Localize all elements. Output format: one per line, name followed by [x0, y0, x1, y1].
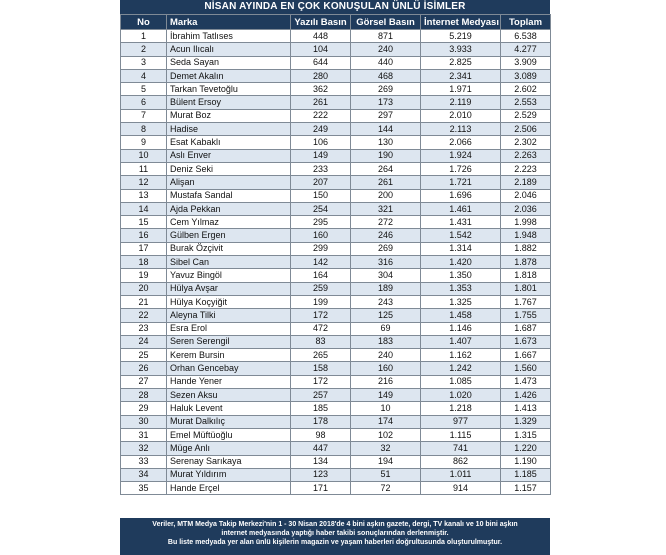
table-row [121, 69, 551, 82]
cell-no: 31 [121, 428, 167, 441]
cell-no: 16 [121, 229, 167, 242]
cell-yazili-basin: 299 [291, 242, 351, 255]
cell-toplam: 3.089 [501, 69, 551, 82]
table-row [121, 322, 551, 335]
cell-yazili-basin: 261 [291, 96, 351, 109]
cell-marka: Alişan [167, 176, 291, 189]
cell-gorsel-basin: 297 [351, 109, 421, 122]
cell-yazili-basin: 158 [291, 362, 351, 375]
table-row [121, 375, 551, 388]
cell-marka: Acun Ilıcalı [167, 43, 291, 56]
cell-toplam: 2.223 [501, 162, 551, 175]
cell-yazili-basin: 178 [291, 415, 351, 428]
cell-internet-medyasi: 3.933 [421, 43, 501, 56]
cell-yazili-basin: 447 [291, 442, 351, 455]
cell-no: 3 [121, 56, 167, 69]
celebrity-ranking-table [120, 14, 551, 495]
cell-toplam: 1.220 [501, 442, 551, 455]
cell-marka: Deniz Seki [167, 162, 291, 175]
cell-no: 33 [121, 455, 167, 468]
source-note [120, 518, 550, 555]
cell-internet-medyasi: 1.461 [421, 202, 501, 215]
table-row [121, 229, 551, 242]
cell-internet-medyasi: 1.218 [421, 402, 501, 415]
cell-toplam: 3.909 [501, 56, 551, 69]
cell-yazili-basin: 150 [291, 189, 351, 202]
cell-gorsel-basin: 240 [351, 43, 421, 56]
cell-no: 15 [121, 216, 167, 229]
table-row [121, 428, 551, 441]
cell-marka: Hadise [167, 123, 291, 136]
cell-yazili-basin: 104 [291, 43, 351, 56]
cell-yazili-basin: 254 [291, 202, 351, 215]
cell-yazili-basin: 83 [291, 335, 351, 348]
cell-internet-medyasi: 2.341 [421, 69, 501, 82]
cell-no: 23 [121, 322, 167, 335]
cell-yazili-basin: 362 [291, 83, 351, 96]
table-row [121, 256, 551, 269]
cell-yazili-basin: 171 [291, 482, 351, 495]
cell-gorsel-basin: 269 [351, 242, 421, 255]
cell-internet-medyasi: 2.113 [421, 123, 501, 136]
cell-yazili-basin: 259 [291, 282, 351, 295]
table-row [121, 482, 551, 495]
cell-no: 29 [121, 402, 167, 415]
table-row [121, 349, 551, 362]
cell-no: 11 [121, 162, 167, 175]
cell-toplam: 1.185 [501, 468, 551, 481]
cell-internet-medyasi: 741 [421, 442, 501, 455]
cell-no: 9 [121, 136, 167, 149]
cell-gorsel-basin: 189 [351, 282, 421, 295]
cell-gorsel-basin: 269 [351, 83, 421, 96]
cell-no: 24 [121, 335, 167, 348]
cell-no: 5 [121, 83, 167, 96]
cell-no: 19 [121, 269, 167, 282]
cell-gorsel-basin: 264 [351, 162, 421, 175]
cell-toplam: 1.767 [501, 295, 551, 308]
source-note-line-2: internet medyasında yaptığı haber takibi sonuçlarından derlenmiştir. [221, 530, 449, 537]
cell-no: 2 [121, 43, 167, 56]
cell-internet-medyasi: 2.825 [421, 56, 501, 69]
cell-marka: Emel Müftüoğlu [167, 428, 291, 441]
cell-gorsel-basin: 200 [351, 189, 421, 202]
cell-toplam: 1.157 [501, 482, 551, 495]
table-row [121, 402, 551, 415]
table-row [121, 56, 551, 69]
cell-gorsel-basin: 243 [351, 295, 421, 308]
cell-internet-medyasi: 2.010 [421, 109, 501, 122]
cell-yazili-basin: 644 [291, 56, 351, 69]
cell-yazili-basin: 448 [291, 30, 351, 43]
cell-marka: Hande Yener [167, 375, 291, 388]
cell-internet-medyasi: 1.420 [421, 256, 501, 269]
cell-yazili-basin: 265 [291, 349, 351, 362]
cell-marka: Yavuz Bingöl [167, 269, 291, 282]
cell-internet-medyasi: 1.325 [421, 295, 501, 308]
cell-marka: Müge Anlı [167, 442, 291, 455]
cell-yazili-basin: 257 [291, 389, 351, 402]
cell-toplam: 1.190 [501, 455, 551, 468]
cell-gorsel-basin: 144 [351, 123, 421, 136]
cell-gorsel-basin: 102 [351, 428, 421, 441]
cell-no: 30 [121, 415, 167, 428]
table-row [121, 96, 551, 109]
table-row [121, 123, 551, 136]
cell-no: 35 [121, 482, 167, 495]
cell-gorsel-basin: 183 [351, 335, 421, 348]
cell-marka: Gülben Ergen [167, 229, 291, 242]
cell-marka: Esra Erol [167, 322, 291, 335]
cell-yazili-basin: 233 [291, 162, 351, 175]
cell-toplam: 2.036 [501, 202, 551, 215]
cell-marka: Bülent Ersoy [167, 96, 291, 109]
table-row [121, 136, 551, 149]
cell-no: 32 [121, 442, 167, 455]
cell-gorsel-basin: 246 [351, 229, 421, 242]
cell-marka: Orhan Gencebay [167, 362, 291, 375]
header-yazili-basin: Yazılı Basın [291, 15, 351, 30]
cell-toplam: 2.263 [501, 149, 551, 162]
cell-marka: Murat Boz [167, 109, 291, 122]
cell-marka: Haluk Levent [167, 402, 291, 415]
table-header-row [121, 15, 551, 30]
cell-no: 6 [121, 96, 167, 109]
cell-internet-medyasi: 862 [421, 455, 501, 468]
table-row [121, 442, 551, 455]
cell-no: 4 [121, 69, 167, 82]
cell-yazili-basin: 106 [291, 136, 351, 149]
cell-marka: Murat Yıldırım [167, 468, 291, 481]
cell-internet-medyasi: 1.242 [421, 362, 501, 375]
cell-toplam: 2.506 [501, 123, 551, 136]
cell-internet-medyasi: 1.350 [421, 269, 501, 282]
cell-toplam: 1.687 [501, 322, 551, 335]
cell-no: 1 [121, 30, 167, 43]
cell-gorsel-basin: 10 [351, 402, 421, 415]
table-row [121, 389, 551, 402]
cell-marka: Sibel Can [167, 256, 291, 269]
table-row [121, 149, 551, 162]
cell-no: 34 [121, 468, 167, 481]
cell-marka: Aslı Enver [167, 149, 291, 162]
cell-toplam: 2.602 [501, 83, 551, 96]
table-row [121, 176, 551, 189]
cell-marka: Kerem Bursin [167, 349, 291, 362]
cell-yazili-basin: 295 [291, 216, 351, 229]
table-row [121, 30, 551, 43]
cell-internet-medyasi: 1.011 [421, 468, 501, 481]
cell-gorsel-basin: 316 [351, 256, 421, 269]
cell-marka: Burak Özçivit [167, 242, 291, 255]
table-row [121, 83, 551, 96]
cell-gorsel-basin: 440 [351, 56, 421, 69]
cell-no: 13 [121, 189, 167, 202]
cell-toplam: 1.998 [501, 216, 551, 229]
cell-internet-medyasi: 2.119 [421, 96, 501, 109]
cell-yazili-basin: 199 [291, 295, 351, 308]
cell-internet-medyasi: 1.431 [421, 216, 501, 229]
cell-yazili-basin: 149 [291, 149, 351, 162]
cell-marka: Hande Erçel [167, 482, 291, 495]
table-row [121, 309, 551, 322]
cell-gorsel-basin: 32 [351, 442, 421, 455]
cell-yazili-basin: 164 [291, 269, 351, 282]
table-row [121, 162, 551, 175]
cell-toplam: 1.948 [501, 229, 551, 242]
header-marka: Marka [167, 15, 291, 30]
header-no: No [121, 15, 167, 30]
cell-internet-medyasi: 977 [421, 415, 501, 428]
cell-internet-medyasi: 1.115 [421, 428, 501, 441]
cell-marka: Hülya Koçyiğit [167, 295, 291, 308]
cell-gorsel-basin: 160 [351, 362, 421, 375]
cell-toplam: 1.473 [501, 375, 551, 388]
cell-toplam: 1.667 [501, 349, 551, 362]
cell-marka: Cem Yılmaz [167, 216, 291, 229]
table-row [121, 189, 551, 202]
cell-marka: Sezen Aksu [167, 389, 291, 402]
cell-toplam: 6.538 [501, 30, 551, 43]
cell-yazili-basin: 185 [291, 402, 351, 415]
cell-yazili-basin: 172 [291, 309, 351, 322]
cell-gorsel-basin: 173 [351, 96, 421, 109]
table-row [121, 295, 551, 308]
cell-no: 20 [121, 282, 167, 295]
cell-gorsel-basin: 240 [351, 349, 421, 362]
cell-internet-medyasi: 914 [421, 482, 501, 495]
table-row [121, 109, 551, 122]
cell-toplam: 2.553 [501, 96, 551, 109]
cell-toplam: 1.673 [501, 335, 551, 348]
cell-no: 12 [121, 176, 167, 189]
header-gorsel-basin: Görsel Basın [351, 15, 421, 30]
source-note-line-3: Bu liste medyada yer alan ünlü kişilerin magazin ve yaşam haberleri doğrultusunda oluşturulmuştur. [167, 539, 503, 546]
cell-yazili-basin: 123 [291, 468, 351, 481]
cell-yazili-basin: 207 [291, 176, 351, 189]
cell-toplam: 1.413 [501, 402, 551, 415]
cell-yazili-basin: 222 [291, 109, 351, 122]
cell-no: 21 [121, 295, 167, 308]
cell-gorsel-basin: 190 [351, 149, 421, 162]
cell-marka: Mustafa Sandal [167, 189, 291, 202]
cell-marka: Hülya Avşar [167, 282, 291, 295]
cell-toplam: 1.315 [501, 428, 551, 441]
table-row [121, 216, 551, 229]
cell-marka: İbrahim Tatlıses [167, 30, 291, 43]
cell-internet-medyasi: 1.696 [421, 189, 501, 202]
cell-no: 28 [121, 389, 167, 402]
cell-marka: Seda Sayan [167, 56, 291, 69]
cell-internet-medyasi: 1.924 [421, 149, 501, 162]
table-row [121, 269, 551, 282]
cell-toplam: 1.882 [501, 242, 551, 255]
header-toplam: Toplam [501, 15, 551, 30]
table-row [121, 282, 551, 295]
cell-gorsel-basin: 69 [351, 322, 421, 335]
cell-internet-medyasi: 1.407 [421, 335, 501, 348]
cell-gorsel-basin: 216 [351, 375, 421, 388]
cell-gorsel-basin: 304 [351, 269, 421, 282]
cell-toplam: 1.329 [501, 415, 551, 428]
cell-gorsel-basin: 468 [351, 69, 421, 82]
ranking-document [120, 0, 550, 555]
cell-yazili-basin: 160 [291, 229, 351, 242]
table-row [121, 455, 551, 468]
cell-yazili-basin: 249 [291, 123, 351, 136]
cell-gorsel-basin: 130 [351, 136, 421, 149]
cell-internet-medyasi: 1.146 [421, 322, 501, 335]
cell-gorsel-basin: 72 [351, 482, 421, 495]
cell-internet-medyasi: 1.971 [421, 83, 501, 96]
cell-no: 25 [121, 349, 167, 362]
cell-marka: Aleyna Tilki [167, 309, 291, 322]
cell-toplam: 4.277 [501, 43, 551, 56]
cell-toplam: 1.560 [501, 362, 551, 375]
cell-yazili-basin: 280 [291, 69, 351, 82]
cell-gorsel-basin: 51 [351, 468, 421, 481]
cell-no: 7 [121, 109, 167, 122]
cell-internet-medyasi: 1.085 [421, 375, 501, 388]
cell-no: 26 [121, 362, 167, 375]
cell-marka: Seren Serengil [167, 335, 291, 348]
cell-gorsel-basin: 194 [351, 455, 421, 468]
cell-toplam: 1.426 [501, 389, 551, 402]
cell-yazili-basin: 98 [291, 428, 351, 441]
cell-marka: Ajda Pekkan [167, 202, 291, 215]
cell-marka: Demet Akalın [167, 69, 291, 82]
cell-no: 8 [121, 123, 167, 136]
cell-internet-medyasi: 5.219 [421, 30, 501, 43]
cell-yazili-basin: 142 [291, 256, 351, 269]
cell-toplam: 1.801 [501, 282, 551, 295]
cell-marka: Murat Dalkılıç [167, 415, 291, 428]
cell-internet-medyasi: 1.458 [421, 309, 501, 322]
table-row [121, 468, 551, 481]
table-row [121, 43, 551, 56]
cell-internet-medyasi: 1.721 [421, 176, 501, 189]
cell-toplam: 1.755 [501, 309, 551, 322]
cell-toplam: 1.878 [501, 256, 551, 269]
cell-gorsel-basin: 261 [351, 176, 421, 189]
cell-marka: Esat Kabaklı [167, 136, 291, 149]
cell-gorsel-basin: 321 [351, 202, 421, 215]
cell-internet-medyasi: 1.726 [421, 162, 501, 175]
cell-internet-medyasi: 1.314 [421, 242, 501, 255]
cell-toplam: 2.302 [501, 136, 551, 149]
cell-gorsel-basin: 174 [351, 415, 421, 428]
cell-no: 10 [121, 149, 167, 162]
cell-yazili-basin: 172 [291, 375, 351, 388]
table-row [121, 202, 551, 215]
document-title: NİSAN AYINDA EN ÇOK KONUŞULAN ÜNLÜ İSİMLER [120, 0, 550, 14]
cell-toplam: 1.818 [501, 269, 551, 282]
cell-internet-medyasi: 1.020 [421, 389, 501, 402]
cell-yazili-basin: 134 [291, 455, 351, 468]
cell-toplam: 2.046 [501, 189, 551, 202]
cell-gorsel-basin: 149 [351, 389, 421, 402]
cell-marka: Serenay Sarıkaya [167, 455, 291, 468]
header-internet-medyasi: İnternet Medyası [421, 15, 501, 30]
cell-yazili-basin: 472 [291, 322, 351, 335]
cell-internet-medyasi: 1.162 [421, 349, 501, 362]
table-row [121, 415, 551, 428]
cell-gorsel-basin: 125 [351, 309, 421, 322]
cell-no: 17 [121, 242, 167, 255]
source-note-line-1: Veriler, MTM Medya Takip Merkezi'nin 1 - 30 Nisan 2018'de 4 bini aşkın gazete, dergi, TV kanalı ve 10 bini aşkın [152, 521, 518, 528]
cell-internet-medyasi: 2.066 [421, 136, 501, 149]
cell-no: 18 [121, 256, 167, 269]
cell-gorsel-basin: 272 [351, 216, 421, 229]
table-row [121, 242, 551, 255]
cell-no: 14 [121, 202, 167, 215]
cell-no: 22 [121, 309, 167, 322]
cell-toplam: 2.529 [501, 109, 551, 122]
cell-internet-medyasi: 1.353 [421, 282, 501, 295]
table-row [121, 362, 551, 375]
table-row [121, 335, 551, 348]
cell-toplam: 2.189 [501, 176, 551, 189]
cell-no: 27 [121, 375, 167, 388]
cell-internet-medyasi: 1.542 [421, 229, 501, 242]
cell-gorsel-basin: 871 [351, 30, 421, 43]
table-body [121, 30, 551, 495]
cell-marka: Tarkan Tevetoğlu [167, 83, 291, 96]
